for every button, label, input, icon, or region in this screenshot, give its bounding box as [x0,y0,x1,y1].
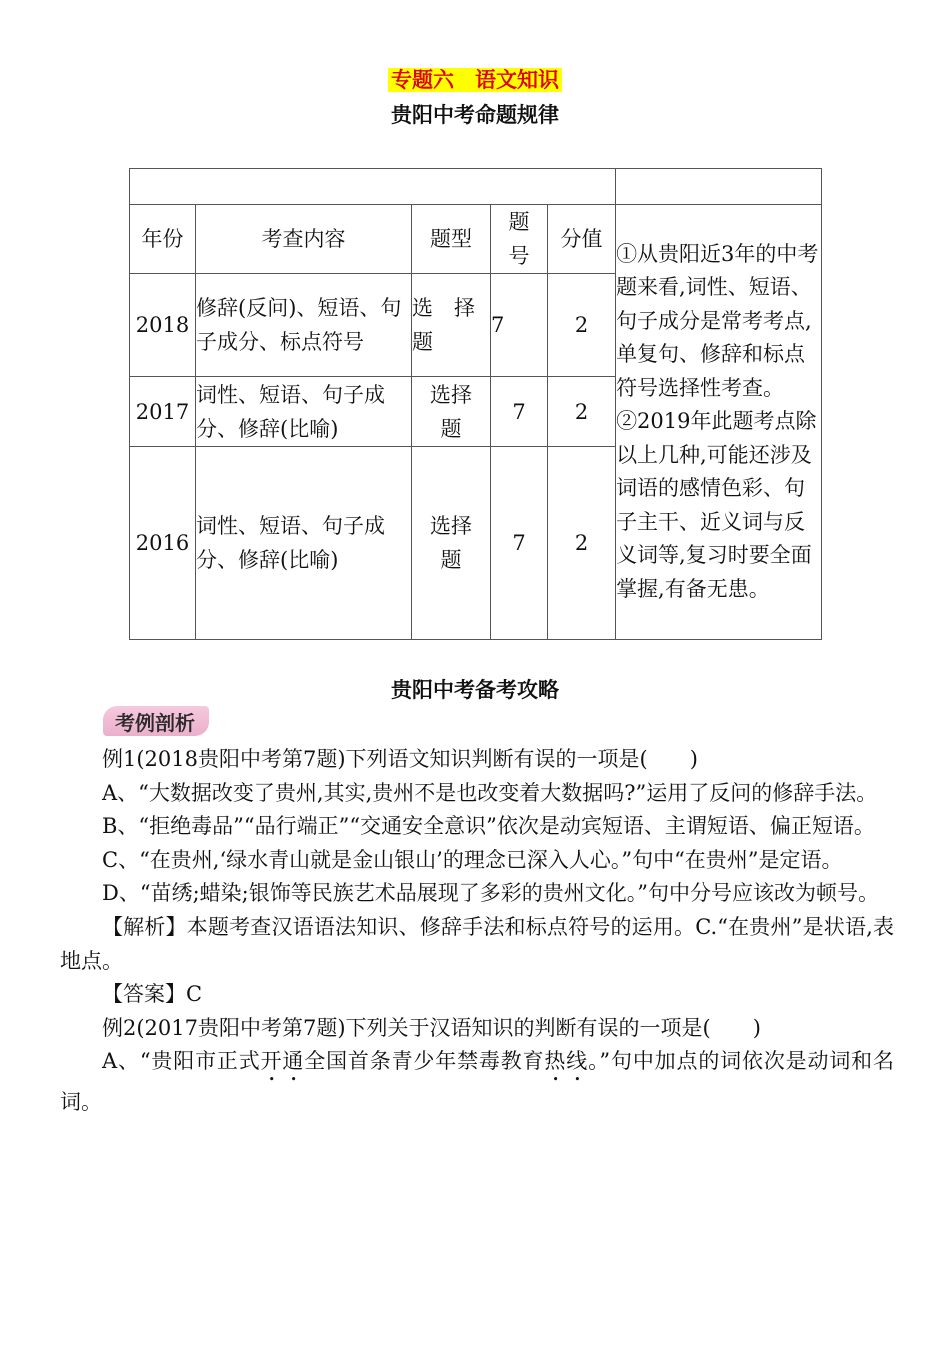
row-content: 词性、短语、句子成分、修辞(比喻) [196,377,412,447]
table-header-row [130,205,822,274]
example1-option-a: A、“大数据改变了贵州,其实,贵州不是也改变着大数据吗?”运用了反问的修辞手法。 [102,780,878,805]
section-badge: 考例剖析 [103,706,209,736]
row-year: 2016 [130,447,196,640]
row-content: 词性、短语、句子成分、修辞(比喻) [196,447,412,640]
example2-option-a: A、“贵阳市正式开通全国首条青少年禁毒教育热线。”句中加点的词依次是动词和名词。 [60,1049,894,1115]
header-year: 年份 [130,205,196,274]
row-type: 选择题 [412,447,491,640]
header-type: 题型 [412,205,491,274]
row-score: 2 [548,377,616,447]
exam-rules-table [129,168,822,640]
strategy-title: 贵阳中考备考攻略 [391,678,559,702]
examples-body [60,743,894,1120]
header-content: 考查内容 [196,205,412,274]
row-number: 7 [491,377,548,447]
row-score: 2 [548,274,616,377]
row-content: 修辞(反问)、短语、句子成分、标点符号 [196,274,412,377]
row-year: 2017 [130,377,196,447]
example1-analysis: 【解析】本题考查汉语语法知识、修辞手法和标点符号的运用。C.“在贵州”是状语,表地点。 [60,914,895,973]
blank-cell [130,169,616,205]
example1-option-c: C、“在贵州,‘绿水青山就是金山银山’的理念已深入人心。”句中“在贵州”是定语。 [102,847,843,872]
example1-option-b: B、“拒绝毒品”“品行端正”“交通安全意识”依次是动宾短语、主谓短语、偏正短语。 [102,814,875,839]
dotted-word: 开通 [260,1049,305,1074]
row-number: 7 [491,447,548,640]
analysis-note: ①从贵阳近3年的中考题来看,词性、短语、句子成分是常考考点,单复句、修辞和标点符号选择性考查。②2019年此题考点除以上几种,可能还涉及词语的感情色彩、句子主干、近义词与反义词等,复习时要全面掌握,有备无患。 [616,205,822,640]
dotted-word: 热线 [544,1049,589,1074]
rules-title: 贵阳中考命题规律 [391,103,559,127]
header-score: 分值 [548,205,616,274]
row-number: 7 [491,274,548,377]
blank-cell [616,169,822,205]
example1-answer: 【答案】C [102,982,203,1007]
example1-option-d: D、“苗绣;蜡染;银饰等民族艺术品展现了多彩的贵州文化。”句中分号应该改为顿号。 [102,881,879,906]
row-type: 选择题 [412,377,491,447]
header-number: 题号 [491,205,548,274]
topic-title: 专题六 语文知识 [0,64,950,94]
row-type: 选 择题 [412,274,491,377]
example1-stem: 例1(2018贵阳中考第7题)下列语文知识判断有误的一项是( ) [102,747,698,771]
row-year: 2018 [130,274,196,377]
table-blank-row [130,169,822,205]
example2-stem: 例2(2017贵阳中考第7题)下列关于汉语知识的判断有误的一项是( ) [102,1015,761,1040]
row-score: 2 [548,447,616,640]
